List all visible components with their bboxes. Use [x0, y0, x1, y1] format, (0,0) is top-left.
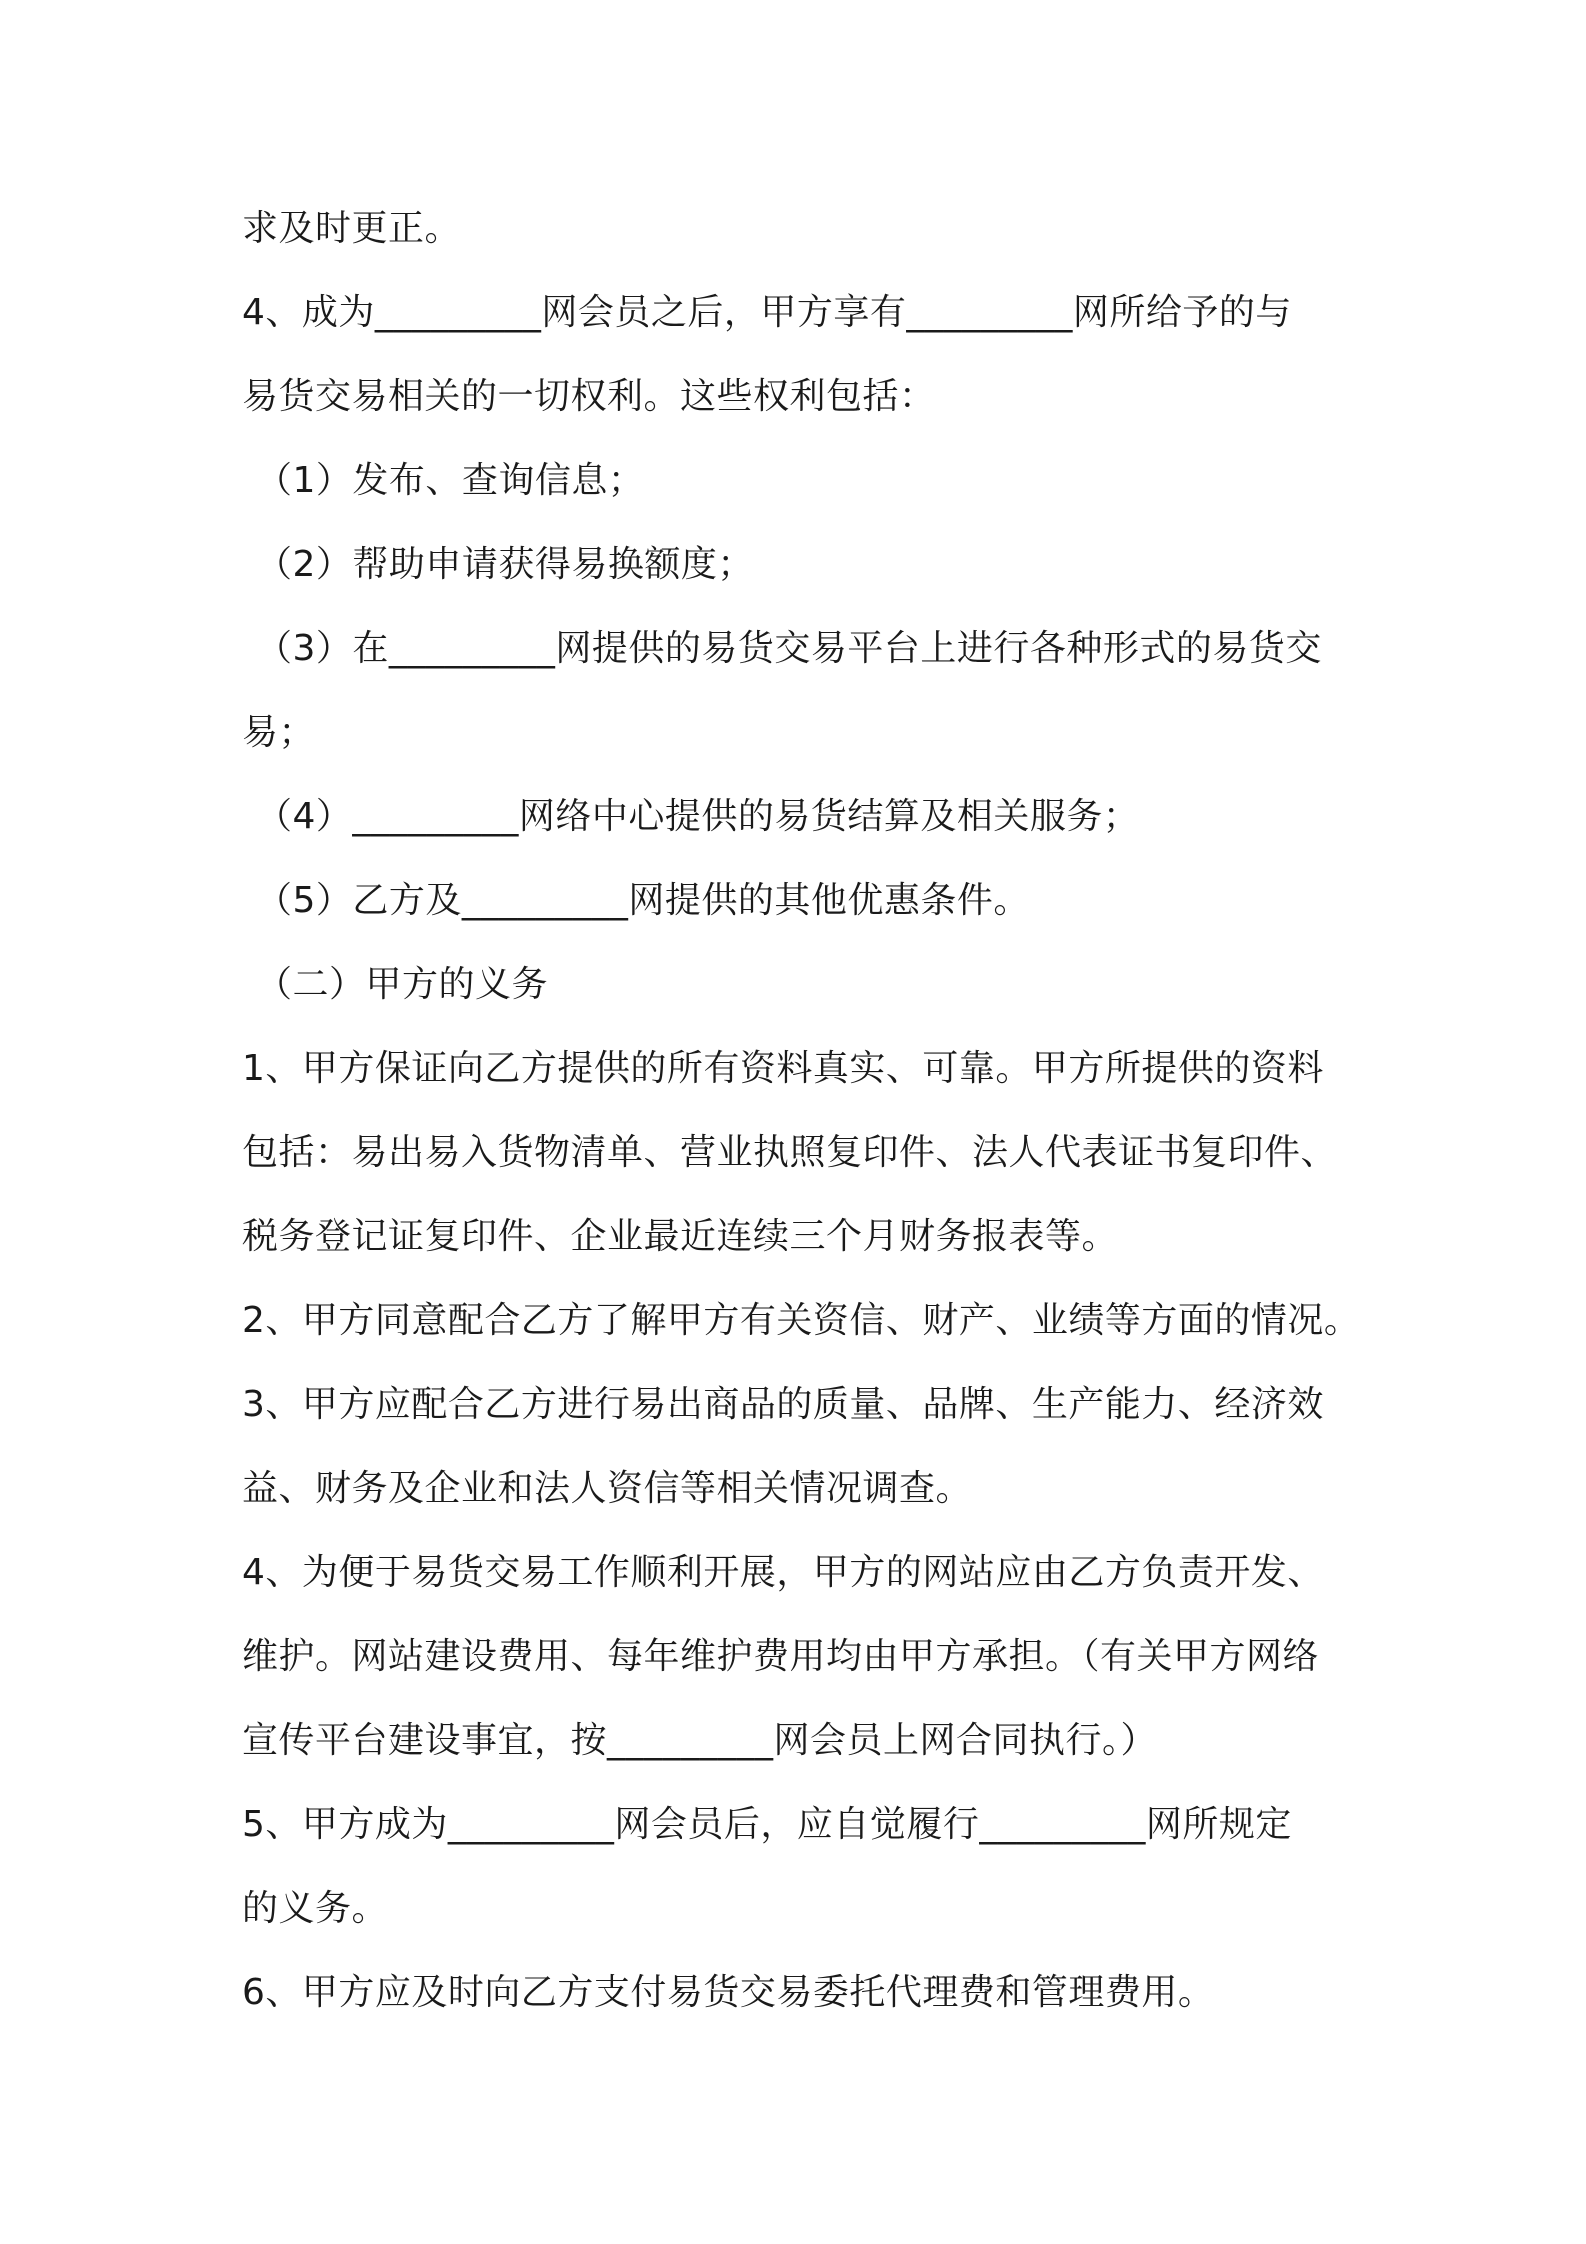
- text-line: （2）帮助申请获得易换额度；: [256, 544, 754, 585]
- text-line: （3）在_________网提供的易货交易平台上进行各种形式的易货交: [256, 628, 1322, 669]
- text-line: 6、甲方应及时向乙方支付易货交易委托代理费和管理费用。: [242, 1972, 1215, 2013]
- text-line: 维护。网站建设费用、每年维护费用均由甲方承担。（有关甲方网络: [242, 1636, 1320, 1677]
- text-line: 易货交易相关的一切权利。这些权利包括：: [242, 376, 936, 417]
- text-line: 3、甲方应配合乙方进行易出商品的质量、品牌、生产能力、经济效: [242, 1384, 1324, 1425]
- text-line: 4、为便于易货交易工作顺利开展，甲方的网站应由乙方负责开发、: [242, 1552, 1324, 1593]
- text-line: 宣传平台建设事宜，按_________网会员上网合同执行。）: [242, 1720, 1158, 1761]
- text-line: 税务登记证复印件、企业最近连续三个月财务报表等。: [242, 1216, 1119, 1257]
- text-line: 5、甲方成为_________网会员后，应自觉履行_________网所规定: [242, 1804, 1292, 1845]
- text-line: 益、财务及企业和法人资信等相关情况调查。: [242, 1468, 973, 1509]
- text-line: （4）_________网络中心提供的易货结算及相关服务；: [256, 796, 1140, 837]
- text-line: 易；: [242, 712, 316, 753]
- text-line: （1）发布、查询信息；: [256, 460, 645, 501]
- text-line: 1、甲方保证向乙方提供的所有资料真实、可靠。甲方所提供的资料: [242, 1048, 1324, 1089]
- text-line: （5）乙方及_________网提供的其他优惠条件。: [256, 880, 1030, 921]
- text-line: 的义务。: [242, 1888, 389, 1929]
- text-line: 求及时更正。: [242, 208, 462, 249]
- text-line: 2、甲方同意配合乙方了解甲方有关资信、财产、业绩等方面的情况。: [242, 1300, 1361, 1341]
- text-line: 包括：易出易入货物清单、营业执照复印件、法人代表证书复印件、: [242, 1132, 1338, 1173]
- text-line: 4、成为_________网会员之后，甲方享有_________网所给予的与: [242, 292, 1292, 333]
- section-heading: （二）甲方的义务: [256, 964, 549, 1005]
